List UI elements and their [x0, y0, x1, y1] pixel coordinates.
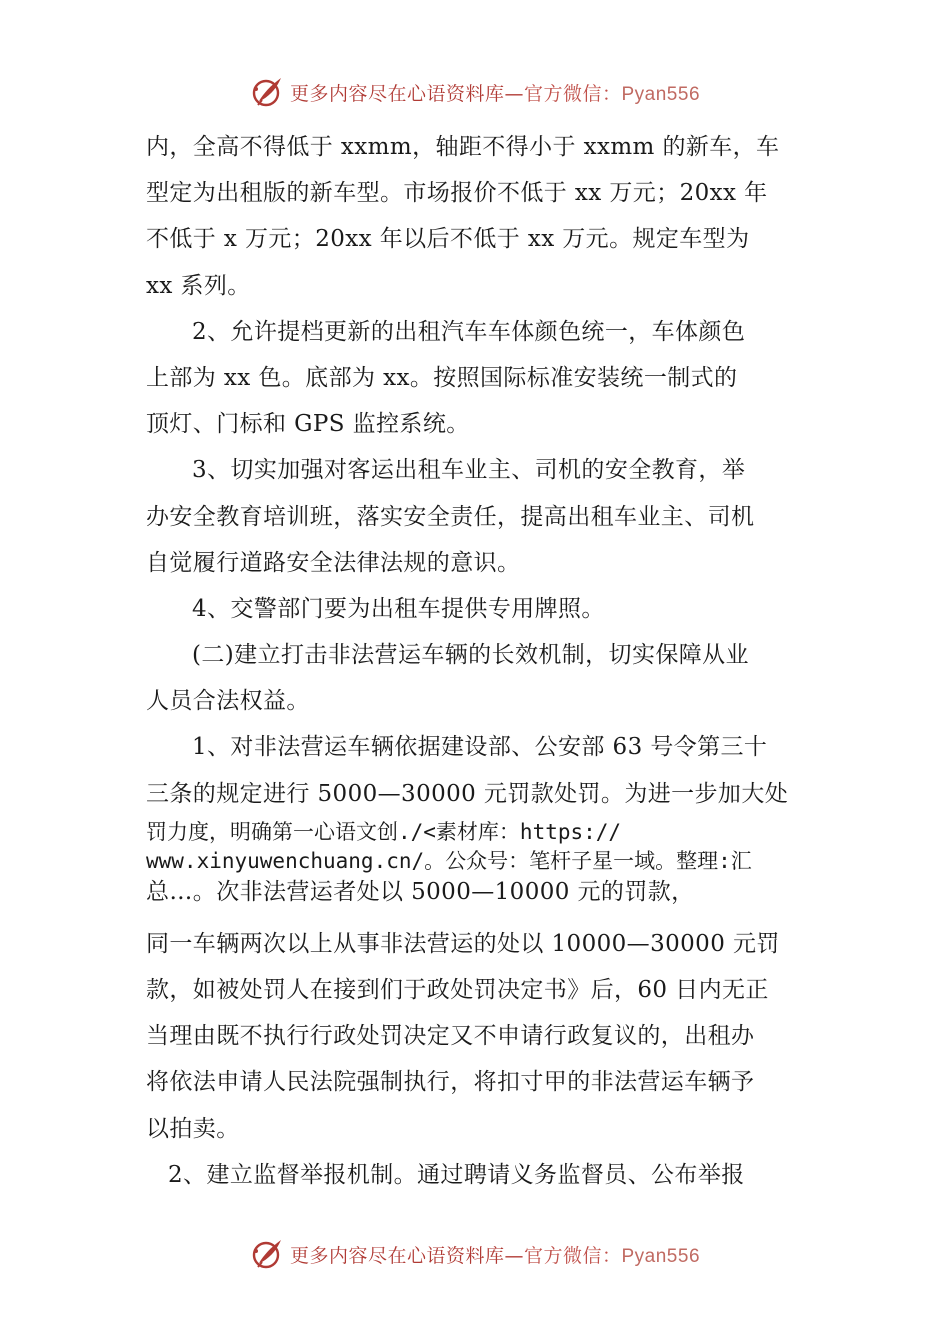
- quill-logo-icon: [250, 75, 284, 109]
- body-line: 办安全教育培训班，落实安全责任，提高出租车业主、司机: [146, 503, 755, 530]
- watermark-separator: —: [504, 82, 524, 105]
- quill-logo-icon: [250, 1237, 284, 1271]
- watermark-wechat-id: Pyan556: [621, 83, 701, 105]
- document-body: [146, 124, 806, 1198]
- body-line: 当理由既不执行行政处罚决定又不申请行政复议的，出租办: [146, 1023, 755, 1050]
- header-watermark: [0, 70, 950, 114]
- body-line: 同一车辆两次以上从事非法营运的处以 10000—30000 元罚: [146, 930, 780, 957]
- watermark-brand: 更多内容尽在心语资料库: [289, 82, 505, 105]
- watermark-text: [290, 79, 700, 106]
- body-line: xx 系列。: [146, 272, 251, 299]
- body-line: 2、允许提档更新的出租汽车车体颜色统一，车体颜色: [192, 318, 746, 345]
- watermark-wechat-id: Pyan556: [621, 1245, 701, 1267]
- body-line: 人员合法权益。: [146, 688, 310, 715]
- footer-watermark: [0, 1232, 950, 1276]
- watermark-wechat-label: 官方微信：: [523, 82, 622, 105]
- body-line: 型定为出租版的新车型。市场报价不低于 xx 万元；20xx 年: [146, 180, 768, 207]
- body-line: 以拍卖。: [146, 1115, 240, 1142]
- body-line: 2、建立监督举报机制。通过聘请义务监督员、公布举报: [168, 1161, 745, 1188]
- body-line: 1、对非法营运车辆依据建设部、公安部 63 号令第三十: [192, 734, 768, 761]
- watermark-separator: —: [504, 1244, 524, 1267]
- watermark-brand: 更多内容尽在心语资料库: [289, 1244, 505, 1267]
- body-line: 4、交警部门要为出租车提供专用牌照。: [192, 595, 605, 622]
- body-line: 罚力度，明确第一心语文创./<素材库：https://: [146, 819, 622, 844]
- body-line: 内，全高不得低于 xxmm，轴距不得小于 xxmm 的新车，车: [146, 134, 780, 160]
- watermark-text: [290, 1241, 700, 1268]
- body-line: 款，如被处罚人在接到们于政处罚决定书》后，60 日内无正: [146, 977, 769, 1003]
- body-line: www.xinyuwenchuang.cn/。公众号：笔杆子星一域。整理:汇: [146, 848, 752, 873]
- body-line: 上部为 xx 色。底部为 xx。按照国际标准安装统一制式的: [146, 364, 738, 391]
- body-line: 三条的规定进行 5000—30000 元罚款处罚。为进一步加大处: [146, 780, 789, 807]
- body-line: 不低于 x 万元；20xx 年以后不低于 xx 万元。规定车型为: [146, 226, 750, 253]
- body-line: 3、切实加强对客运出租车业主、司机的安全教育，举: [192, 457, 746, 484]
- body-line: (二)建立打击非法营运车辆的长效机制，切实保障从业: [192, 642, 749, 669]
- body-line: 总…。次非法营运者处以 5000—10000 元的罚款，: [146, 878, 695, 905]
- body-line: 自觉履行道路安全法律法规的意识。: [146, 549, 521, 576]
- watermark-wechat-label: 官方微信：: [523, 1244, 622, 1267]
- body-line: 将依法申请人民法院强制执行，将扣寸甲的非法营运车辆予: [146, 1069, 755, 1096]
- body-line: 顶灯、门标和 GPS 监控系统。: [146, 411, 470, 438]
